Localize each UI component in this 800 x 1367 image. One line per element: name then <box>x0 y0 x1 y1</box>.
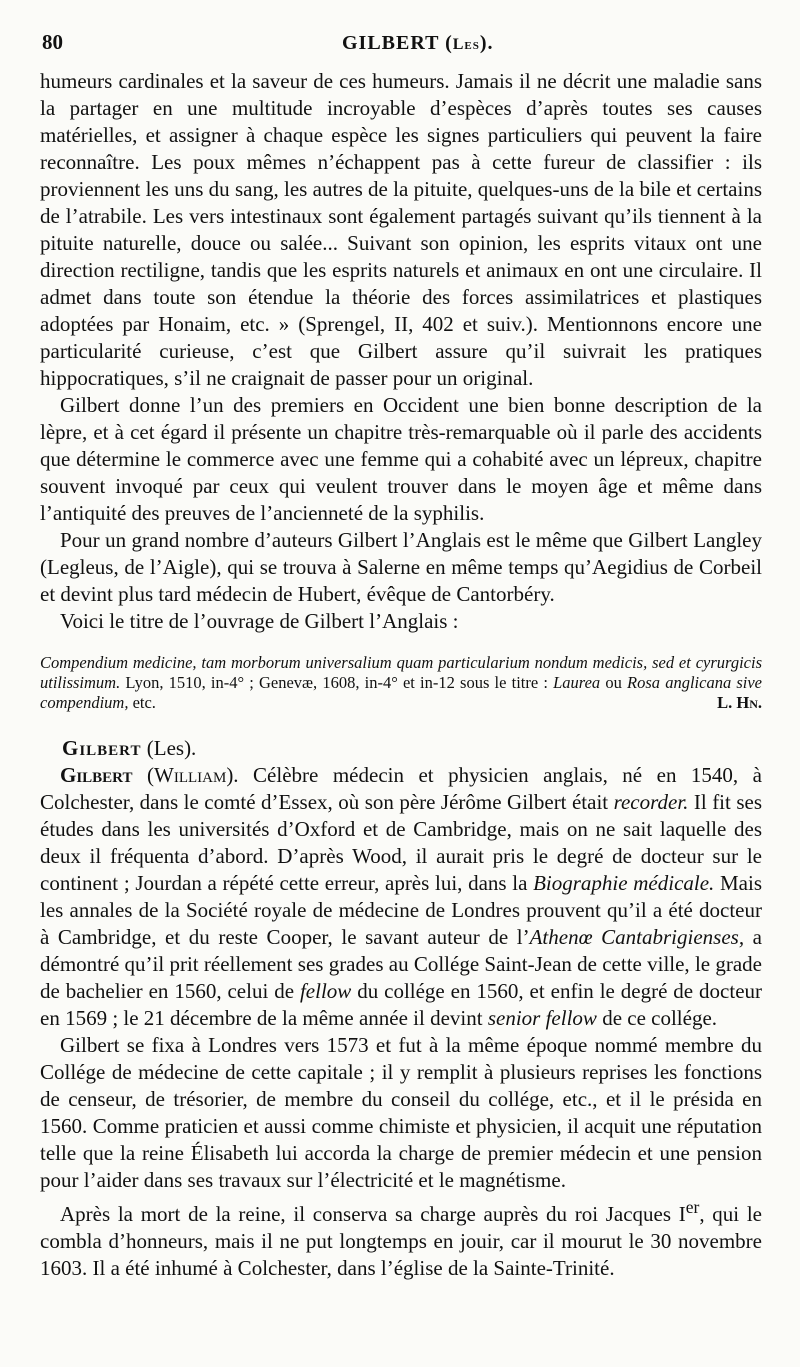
author-signature: L. Hn. <box>717 693 762 712</box>
paragraph-1: humeurs cardinales et la saveur de ces humeurs. Jamais il ne décrit une maladie sans la partager en une multitude incroyable d’espèces d’après toutes ses causes matérielles, et assigner à chaque espèce les signes particuliers qui peuvent la faire reconnaître. Les poux mêmes n’échappent pas à cette fureur de classifier : ils proviennent les uns du sang, les autres de la pituite, quelques-uns de la bile et certains de l’atrabile. Les vers intestinaux sont également partagés suivant qu’ils tiennent à la pituite naturelle, douce ou salée... Suivant son opinion, les esprits vitaux ont une direction rectiligne, tandis que les esprits naturels et animaux en ont une circulaire. Il admet dans toute son étendue la théorie des forces assimilatrices et plastiques adoptées par Honaim, etc. » (Sprengel, II, 402 et suiv.). Mentionnons encore une particularité curieuse, c’est que Gilbert assure qu’il suivrait les pratiques hippocratiques, s’il ne craignait de passer pour un original. <box>40 69 762 390</box>
running-head-sc: Les <box>452 36 480 53</box>
paragraph-7-sup: er <box>685 1197 700 1217</box>
entry-heading-name: Gilbert <box>62 736 142 760</box>
running-head-main: GILBERT ( <box>342 32 453 54</box>
bib-etc: etc. <box>128 693 156 712</box>
entry-text-3: Mais les annales de la Société royale de médecine de Londres prouvent qu’il a été docteur à Cambridge, et du reste Cooper, le savant auteur de l’ <box>40 871 762 949</box>
entry-given-name: William <box>154 763 227 787</box>
entry-text-6: de ce collége. <box>596 1006 718 1030</box>
entry-senior-fellow: senior fellow <box>487 1006 597 1030</box>
paragraph-7 <box>40 1194 762 1282</box>
entry-heading <box>40 735 762 762</box>
running-head-close: ). <box>479 32 494 54</box>
bib-details: Lyon, 1510, in-4° ; Genevæ, 1608, in-4° et in-12 sous le titre : <box>120 673 554 692</box>
entry-text-5: du collége en 1560, et enfin le degré de docteur en 1569 ; le 21 décembre de la même année il devint <box>40 979 763 1030</box>
paragraph-4: Voici le titre de l’ouvrage de Gilbert l’Anglais : <box>60 609 459 633</box>
bib-alt-title-2: Rosa anglicana sive compendium, <box>40 673 763 712</box>
paragraph-7-b: , qui le combla d’honneurs, mais il ne put longtemps en jouir, car il mourut le 30 novembre 1603. Il a été inhumé à Colchester, dans l’église de la Sainte-Trinité. <box>40 1202 762 1280</box>
paragraph-3: Pour un grand nombre d’auteurs Gilbert l’Anglais est le même que Gilbert Langley (Legleus, de l’Aigle), qui se trouva à Salerne en même temps qu’Aegidius de Corbeil et devint plus tard médecin de Hubert, évêque de Cantorbéry. <box>40 528 762 606</box>
page-number: 80 <box>42 30 63 54</box>
page-header <box>40 30 762 68</box>
bibliography <box>40 653 762 713</box>
entry-text-4: a démontré qu’il prit réellement ses grades au Collége Saint-Jean de cette ville, le grade de bachelier en 1560, celui de <box>40 925 762 1003</box>
entry-paragraph-gilbert-william: Gilbert (William). Célèbre médecin et physicien anglais, né en 1540, à Colchester, dans le comté d’Essex, où son père Jérôme Gilbert était recorder. Il fit ses études dans les universités d’Oxford et de Cambridge, mais on ne sait laquelle des deux il fréquenta d’abord. D’après Wood, il aurait pris le degré de docteur sur le continent ; Jourdan a répété cette erreur, après lui, dans la Biographie médicale. Mais les annales de la Société royale de médecine de Londres prouvent qu’il a été docteur à Cambridge, et du reste Cooper, le savant auteur de l’Athenœ Cantabrigienses, a démontré qu’il prit réellement ses grades au Collége Saint-Jean de cette ville, le grade de bachelier en 1560, celui de fellow du collége en 1560, et enfin le degré de docteur en 1569 ; le 21 décembre de la même année il devint senior fellow de ce collége. <box>40 763 763 1030</box>
entry-heading-suffix: (Les). <box>141 736 197 760</box>
bib-title: Compendium medicine, tam morborum universalium quam particularium nondum medicis, sed et cyrurgicis utilissimum. <box>40 653 762 692</box>
paragraph-2: Gilbert donne l’un des premiers en Occident une bien bonne description de la lèpre, et à cet égard il présente un chapitre très-remarquable où il parle des accidents que détermine le commerce avec une femme qui a cohabité avec un lépreux, chapitre souvent invoqué par ceux qui veulent trouver dans le moyen âge et même dans l’antiquité des preuves de l’ancienneté de la syphilis. <box>40 393 762 525</box>
entry-fellow: fellow <box>299 979 352 1003</box>
entry-name: Gilbert <box>60 763 133 787</box>
entry-athenae: Athenœ Cantabrigienses, <box>529 925 745 949</box>
entry-recorder: recorder. <box>613 790 689 814</box>
running-head <box>342 32 494 55</box>
entry-biographie: Biographie médicale. <box>533 871 715 895</box>
entry-text-1: ). Célèbre médecin et physicien anglais, né en 1540, à Colchester, dans le comté d’Essex, où son père Jérôme Gilbert était <box>40 763 762 814</box>
bib-or: ou <box>600 673 628 692</box>
entry-text-2: Il fit ses études dans les universités d’Oxford et de Cambridge, mais on ne sait laquelle des deux il fréquenta d’abord. D’après Wood, il aurait pris le degré de docteur sur le continent ; Jourdan a répété cette erreur, après lui, dans la <box>40 790 762 895</box>
paragraph-6: Gilbert se fixa à Londres vers 1573 et fut à la même époque nommé membre du Collége de médecine de cette capitale ; il y remplit à plusieurs reprises les fonctions de censeur, de trésorier, de membre du conseil du collége, etc., et il le présida en 1560. Comme praticien et aussi comme chimiste et physicien, il acquit une réputation telle que la reine Élisabeth lui accorda la charge de premier médecin et une pension pour l’aider dans ses travaux sur l’électricité et le magnétisme. <box>40 1033 762 1192</box>
bib-alt-title-1: Laurea <box>553 673 601 692</box>
paragraph-7-a: Après la mort de la reine, il conserva sa charge auprès du roi Jacques I <box>60 1202 686 1226</box>
